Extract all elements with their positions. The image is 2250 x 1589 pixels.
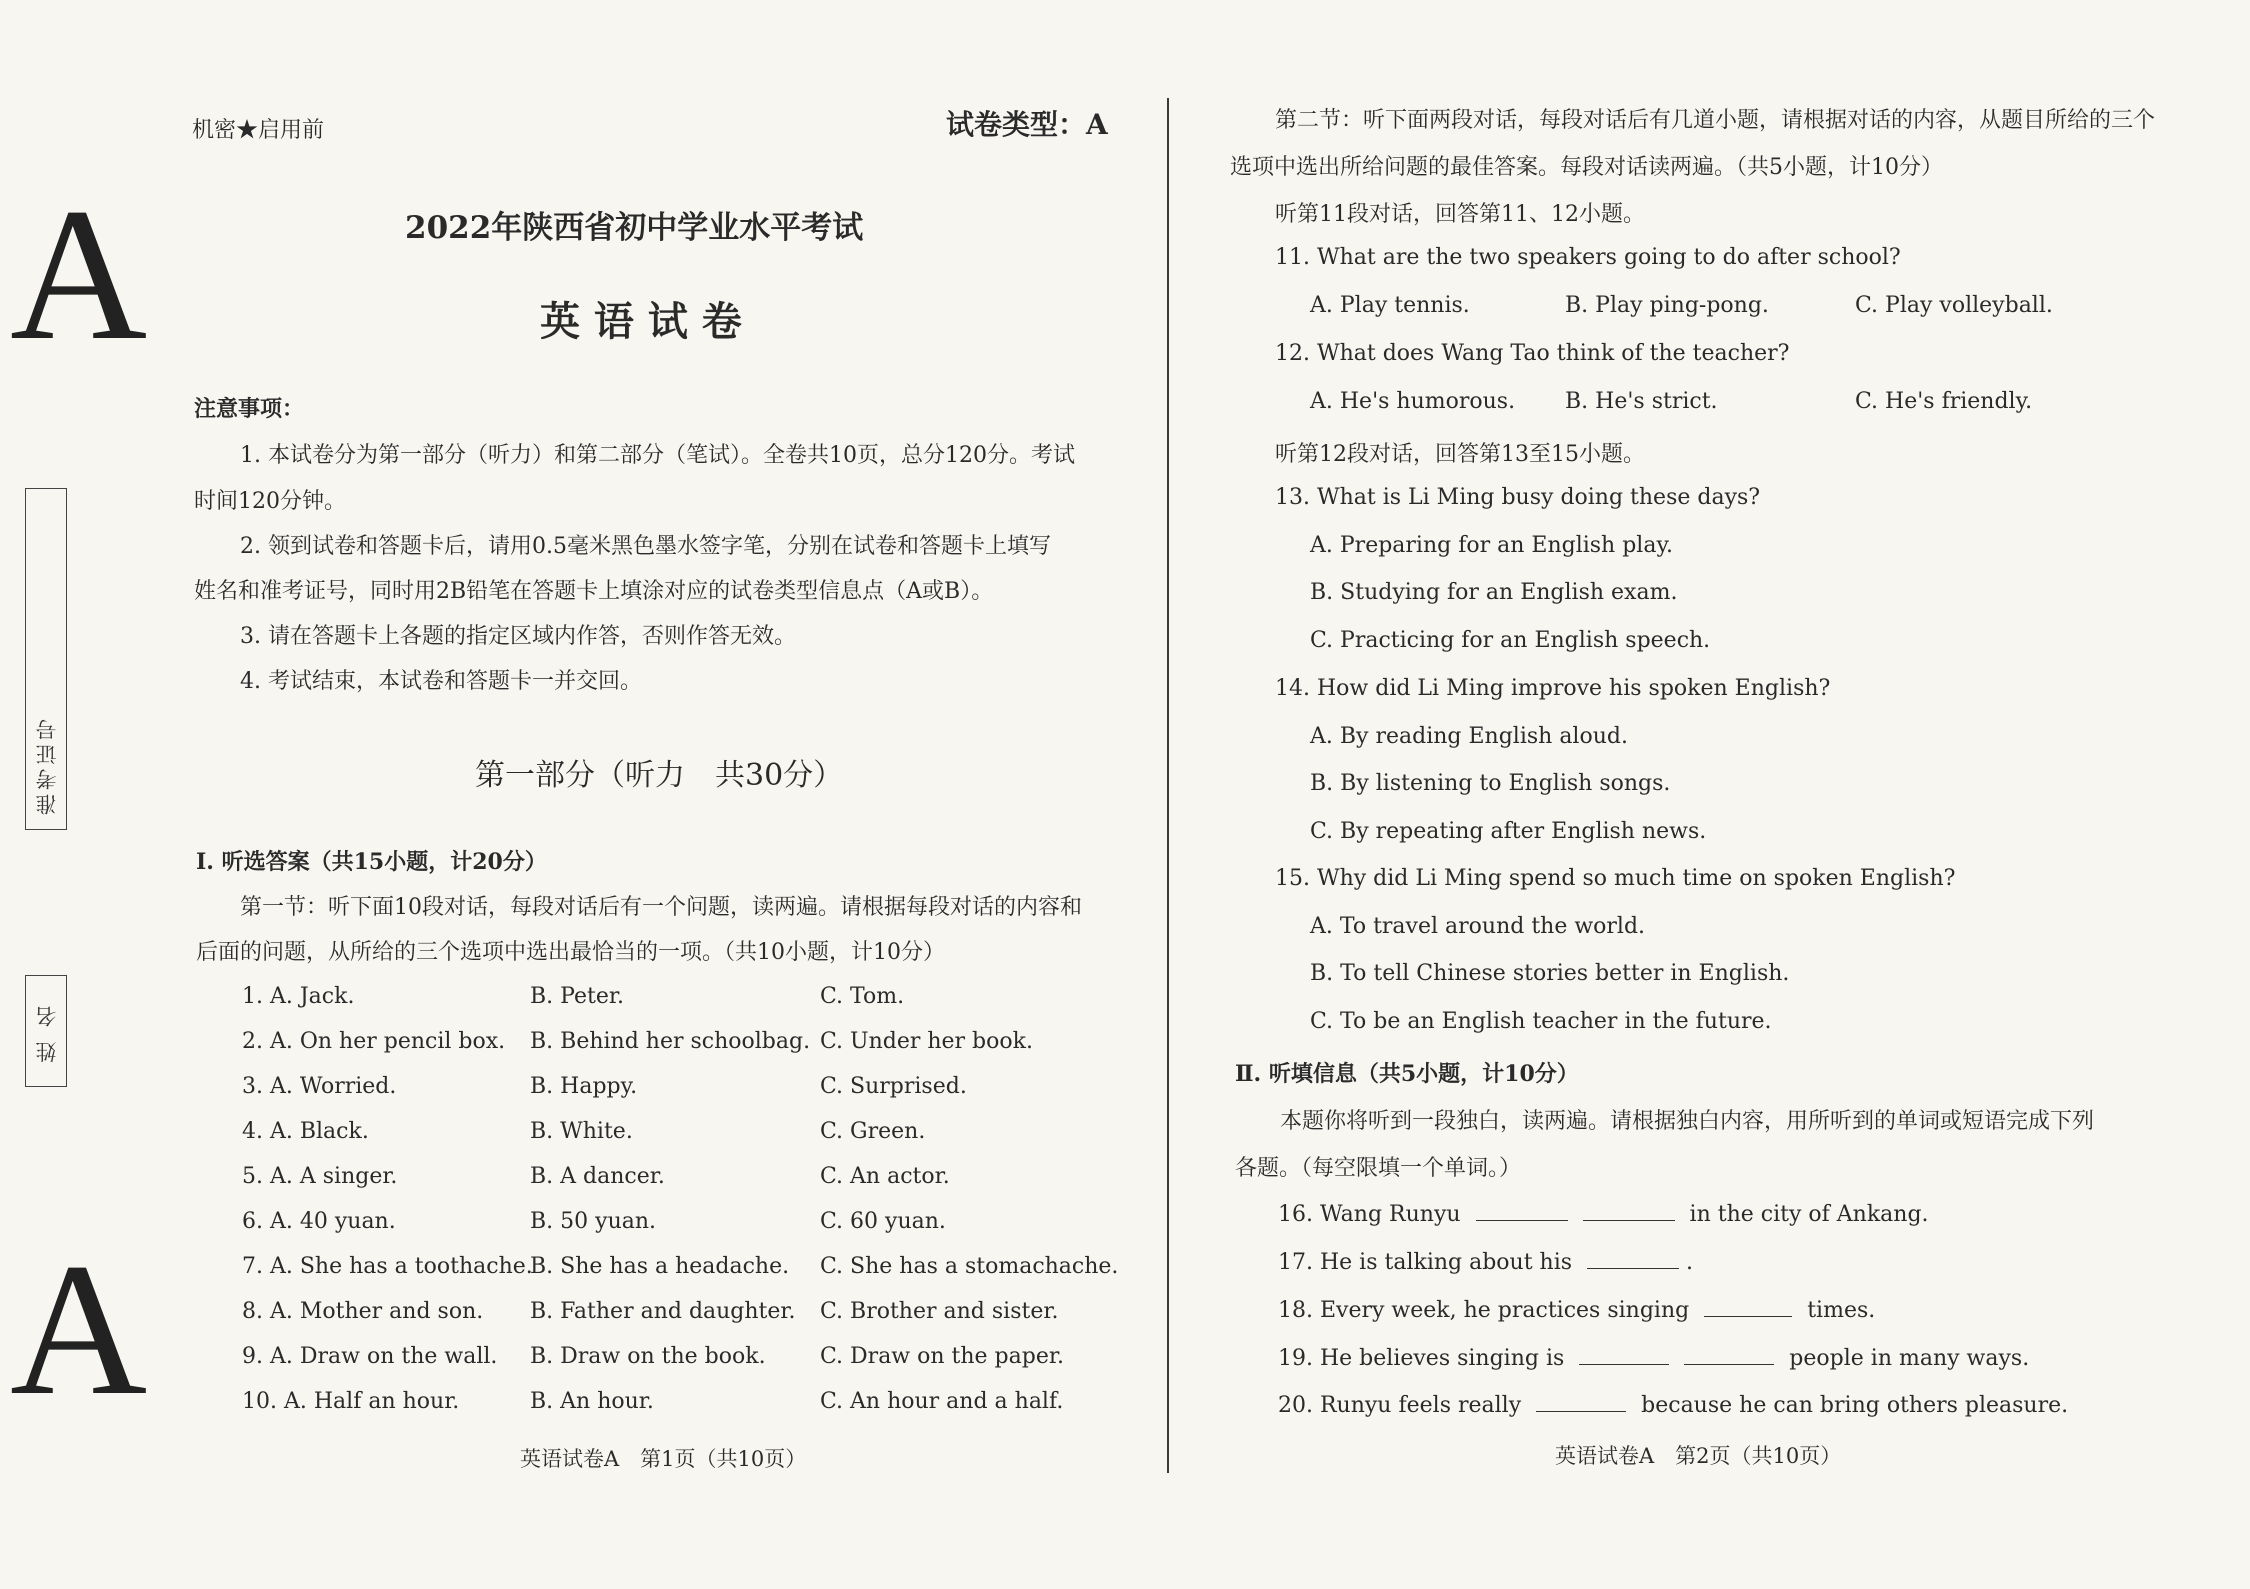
notice-line: 姓名和准考证号，同时用2B铅笔在答题卡上填涂对应的试卷类型信息点（A或B）。 bbox=[194, 579, 994, 604]
q6-option-b: B. 50 yuan. bbox=[530, 1209, 657, 1234]
dialog11-instruction: 听第11段对话，回答第11、12小题。 bbox=[1275, 202, 1645, 227]
q18-line bbox=[1278, 1296, 1875, 1323]
q11-option-a: A. Play tennis. bbox=[1310, 293, 1470, 318]
q17-text: 17. He is talking about his bbox=[1278, 1250, 1573, 1275]
q18-tail: times. bbox=[1807, 1298, 1876, 1323]
q15-text: 15. Why did Li Ming spend so much time on spoken English? bbox=[1275, 866, 1956, 891]
q13-option-c: C. Practicing for an English speech. bbox=[1310, 628, 1711, 653]
q7-option-a: 7. A. She has a toothache. bbox=[242, 1254, 533, 1279]
notice-line: 4. 考试结束，本试卷和答题卡一并交回。 bbox=[240, 669, 642, 694]
part1-heading: 第一部分（听力 共30分） bbox=[475, 758, 844, 793]
q3-option-b: B. Happy. bbox=[530, 1074, 638, 1099]
q2-option-b: B. Behind her schoolbag. bbox=[530, 1029, 811, 1054]
q5-option-a: 5. A. A singer. bbox=[242, 1164, 398, 1189]
section2-intro-line: 第二节：听下面两段对话，每段对话后有几道小题，请根据对话的内容，从题目所给的三个 bbox=[1275, 108, 2156, 133]
q19-tail: people in many ways. bbox=[1789, 1346, 2030, 1371]
section2-title: Ⅱ. 听填信息（共5小题，计10分） bbox=[1235, 1061, 1579, 1087]
q16-blank-1[interactable] bbox=[1476, 1200, 1568, 1221]
q13-text: 13. What is Li Ming busy doing these days? bbox=[1275, 485, 1761, 510]
q12-text: 12. What does Wang Tao think of the teacher? bbox=[1275, 341, 1790, 366]
q14-option-c: C. By repeating after English news. bbox=[1310, 819, 1707, 844]
q7-option-b: B. She has a headache. bbox=[530, 1254, 790, 1279]
q6-option-c: C. 60 yuan. bbox=[820, 1209, 946, 1234]
q2-option-a: 2. A. On her pencil box. bbox=[242, 1029, 506, 1054]
q3-option-a: 3. A. Worried. bbox=[242, 1074, 397, 1099]
q4-option-a: 4. A. Black. bbox=[242, 1119, 369, 1144]
q12-option-a: A. He's humorous. bbox=[1310, 389, 1516, 414]
q1-option-a: 1. A. Jack. bbox=[242, 984, 355, 1009]
q10-option-a: 10. A. Half an hour. bbox=[242, 1389, 460, 1414]
page2-footer: 英语试卷A 第2页（共10页） bbox=[1555, 1444, 1842, 1468]
q16-line bbox=[1278, 1200, 1929, 1227]
exam-id-label: 准考证号 bbox=[35, 715, 59, 815]
q14-option-a: A. By reading English aloud. bbox=[1310, 724, 1628, 749]
notice-line: 2. 领到试卷和答题卡后，请用0.5毫米黑色墨水签字笔，分别在试卷和答题卡上填写 bbox=[240, 534, 1051, 559]
notice-line: 时间120分钟。 bbox=[194, 489, 346, 514]
q5-option-c: C. An actor. bbox=[820, 1164, 950, 1189]
q16-blank-2[interactable] bbox=[1583, 1200, 1675, 1221]
q8-option-b: B. Father and daughter. bbox=[530, 1299, 796, 1324]
q9-option-c: C. Draw on the paper. bbox=[820, 1344, 1064, 1369]
q14-option-b: B. By listening to English songs. bbox=[1310, 771, 1671, 796]
q12-option-b: B. He's strict. bbox=[1565, 389, 1718, 414]
q16-text: 16. Wang Runyu bbox=[1278, 1202, 1461, 1227]
q1-option-b: B. Peter. bbox=[530, 984, 624, 1009]
q15-option-a: A. To travel around the world. bbox=[1310, 914, 1646, 939]
q10-option-c: C. An hour and a half. bbox=[820, 1389, 1064, 1414]
dialog12-instruction: 听第12段对话，回答第13至15小题。 bbox=[1275, 442, 1645, 467]
section2-desc-line: 本题你将听到一段独白，读两遍。请根据独白内容，用所听到的单词或短语完成下列 bbox=[1280, 1109, 2095, 1134]
q13-option-b: B. Studying for an English exam. bbox=[1310, 580, 1678, 605]
page-divider bbox=[1167, 98, 1169, 1473]
q5-option-b: B. A dancer. bbox=[530, 1164, 665, 1189]
notice-line: 3. 请在答题卡上各题的指定区域内作答，否则作答无效。 bbox=[240, 624, 796, 649]
q15-option-c: C. To be an English teacher in the future. bbox=[1310, 1009, 1772, 1034]
confidential-label: 机密★启用前 bbox=[192, 118, 325, 143]
q18-text: 18. Every week, he practices singing bbox=[1278, 1298, 1690, 1323]
q17-blank[interactable] bbox=[1587, 1248, 1679, 1269]
q19-blank-2[interactable] bbox=[1684, 1344, 1774, 1365]
notice-line: 1. 本试卷分为第一部分（听力）和第二部分（笔试）。全卷共10页，总分120分。考试 bbox=[240, 443, 1075, 468]
q8-option-c: C. Brother and sister. bbox=[820, 1299, 1059, 1324]
q2-option-c: C. Under her book. bbox=[820, 1029, 1033, 1054]
q17-line bbox=[1278, 1248, 1693, 1275]
q11-option-b: B. Play ping-pong. bbox=[1565, 293, 1769, 318]
q19-line bbox=[1278, 1344, 2029, 1371]
q17-tail: . bbox=[1686, 1250, 1694, 1275]
paper-subtitle: 英 语 试 卷 bbox=[540, 298, 742, 345]
big-letter-a-bottom: A bbox=[10, 1225, 148, 1435]
section2-intro-line: 选项中选出所给问题的最佳答案。每段对话读两遍。（共5小题，计10分） bbox=[1230, 155, 1943, 180]
big-letter-a-top: A bbox=[10, 170, 148, 380]
q20-tail: because he can bring others pleasure. bbox=[1641, 1393, 2069, 1418]
q6-option-a: 6. A. 40 yuan. bbox=[242, 1209, 396, 1234]
section1-intro-line: 后面的问题，从所给的三个选项中选出最恰当的一项。（共10小题，计10分） bbox=[196, 940, 945, 965]
q9-option-b: B. Draw on the book. bbox=[530, 1344, 766, 1369]
page1-footer: 英语试卷A 第1页（共10页） bbox=[520, 1447, 807, 1471]
section1-title: Ⅰ. 听选答案（共15小题，计20分） bbox=[196, 849, 547, 875]
q14-text: 14. How did Li Ming improve his spoken English? bbox=[1275, 676, 1831, 701]
exam-title: 2022年陕西省初中学业水平考试 bbox=[405, 210, 864, 246]
q18-blank[interactable] bbox=[1704, 1296, 1792, 1317]
q4-option-b: B. White. bbox=[530, 1119, 633, 1144]
q16-tail: in the city of Ankang. bbox=[1689, 1202, 1929, 1227]
section1-intro-line: 第一节：听下面10段对话，每段对话后有一个问题，读两遍。请根据每段对话的内容和 bbox=[240, 895, 1082, 920]
q12-option-c: C. He's friendly. bbox=[1855, 389, 2033, 414]
q20-line bbox=[1278, 1391, 2068, 1418]
q8-option-a: 8. A. Mother and son. bbox=[242, 1299, 484, 1324]
q3-option-c: C. Surprised. bbox=[820, 1074, 967, 1099]
q19-text: 19. He believes singing is bbox=[1278, 1346, 1565, 1371]
name-label: 姓 名 bbox=[35, 1002, 59, 1063]
notice-heading: 注意事项： bbox=[194, 396, 305, 422]
q20-blank[interactable] bbox=[1536, 1391, 1626, 1412]
q9-option-a: 9. A. Draw on the wall. bbox=[242, 1344, 498, 1369]
q4-option-c: C. Green. bbox=[820, 1119, 926, 1144]
section2-desc-line: 各题。（每空限填一个单词。） bbox=[1235, 1156, 1522, 1181]
q15-option-b: B. To tell Chinese stories better in English. bbox=[1310, 961, 1790, 986]
q13-option-a: A. Preparing for an English play. bbox=[1310, 533, 1673, 558]
q7-option-c: C. She has a stomachache. bbox=[820, 1254, 1119, 1279]
q10-option-b: B. An hour. bbox=[530, 1389, 654, 1414]
paper-type-label: 试卷类型：A bbox=[946, 108, 1108, 141]
q1-option-c: C. Tom. bbox=[820, 984, 905, 1009]
q11-text: 11. What are the two speakers going to do after school? bbox=[1275, 245, 1901, 270]
q11-option-c: C. Play volleyball. bbox=[1855, 293, 2053, 318]
q19-blank-1[interactable] bbox=[1579, 1344, 1669, 1365]
q20-text: 20. Runyu feels really bbox=[1278, 1393, 1522, 1418]
